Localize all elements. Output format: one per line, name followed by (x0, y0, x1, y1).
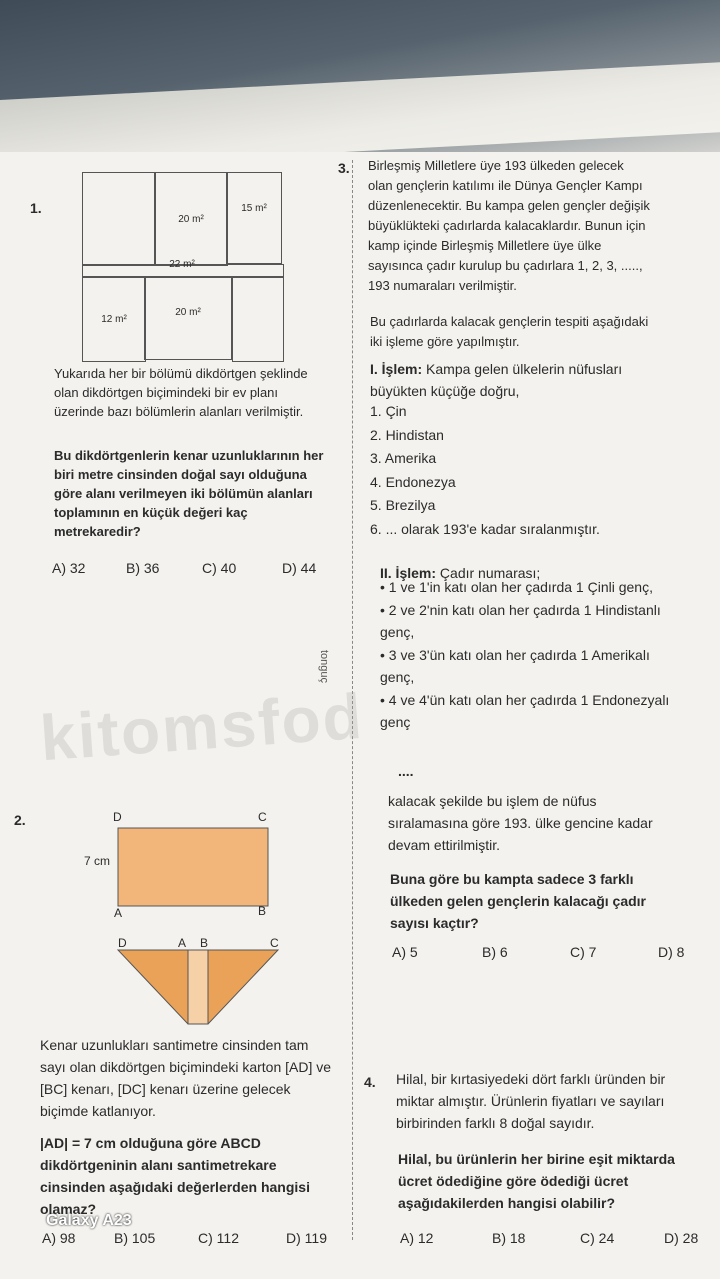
q1-number: 1. (30, 200, 42, 216)
watermark: kitomsfod (37, 679, 366, 775)
q1-choice-b[interactable]: B) 36 (126, 560, 160, 576)
list-item: • 1 ve 1'in katı olan her çadırda 1 Çinli genç, (380, 579, 653, 595)
carton-diagram (80, 810, 300, 1030)
overlap-strip (188, 950, 208, 1024)
list-item: • 4 ve 4'ün katı olan her çadırda 1 Endonezyalı genç (380, 692, 670, 730)
floor-plan-diagram (82, 172, 284, 360)
plan-cell-15: 15 m² (226, 172, 282, 264)
list-item: 6. ... olarak 193'e kadar sıralanmıştır. (370, 520, 600, 537)
q4-question: Hilal, bu ürünlerin her birine eşit miktarda ücret ödediğine göre ödediği ücret aşağıdakilerden hangisi olabilir? (398, 1151, 675, 1211)
plan-cell-12: 12 m² (82, 276, 146, 362)
q3-choice-d[interactable]: D) 8 (658, 944, 685, 960)
label-b-bottom: B (258, 904, 267, 918)
list-item: 4. Endonezya (370, 473, 456, 490)
q2-number: 2. (14, 812, 26, 828)
q3-step1-text: Kampa gelen ülkelerin nüfusları büyükten küçüğe doğru, (370, 361, 623, 399)
q3-step1 (370, 358, 652, 402)
plan-label-22: 22 m² (169, 258, 195, 270)
label-d-fold: D (118, 936, 127, 950)
q2-choice-c[interactable]: C) 112 (198, 1230, 239, 1246)
q1-text: Yukarıda her bir bölümü dikdörtgen şeklinde olan dikdörtgen biçimindeki bir ev planı üzerinde bazı bölümlerin alanları verilmiştir. (54, 366, 308, 419)
q3-intro2: Bu çadırlarda kalacak gençlerin tespiti aşağıdaki iki işleme göre yapılmıştır. (370, 314, 649, 349)
q2-choice-b[interactable]: B) 105 (114, 1230, 156, 1246)
q3-step2-title: II. İşlem: (380, 565, 437, 581)
q2-question: |AD| = 7 cm olduğuna göre ABCD dikdörtgeninin alanı santimetrekare cinsinden aşağıdaki değerlerden hangisi olamaz? (40, 1135, 310, 1217)
list-item: 3. Amerika (370, 450, 437, 466)
label-d-top: D (113, 810, 122, 824)
q4-choice-b[interactable]: B) 18 (492, 1230, 526, 1246)
q4-text: Hilal, bir kırtasiyedeki dört farklı üründen bir miktar almıştır. Ürünlerin fiyatları ve sayıları birbirinden farklı 8 doğal sayıdır. (396, 1071, 666, 1131)
plan-cell-empty-1 (82, 172, 156, 266)
q3-number: 3. (338, 160, 350, 176)
q3-step2-list (380, 576, 670, 733)
q3-question: Buna göre bu kampta sadece 3 farklı ülkeden gelen gençlerin kalacağı çadır sayısı kaçtır? (390, 871, 646, 931)
list-item: • 3 ve 3'ün katı olan her çadırda 1 Amerikalı genç, (380, 647, 650, 685)
q3-step1-list (370, 400, 660, 541)
list-item: • 2 ve 2'nin katı olan her çadırda 1 Hindistanlı genç, (380, 602, 661, 640)
label-a-bottom: A (114, 906, 123, 920)
plan-cell-20a: 20 m² (154, 172, 228, 266)
device-watermark: Galaxy A23 (46, 1212, 132, 1229)
q3-choice-a[interactable]: A) 5 (392, 944, 418, 960)
label-a-fold: A (178, 936, 187, 950)
q4-choice-c[interactable]: C) 24 (580, 1230, 615, 1246)
q1-choice-d[interactable]: D) 44 (282, 560, 317, 576)
label-c-fold: C (270, 936, 279, 950)
rectangle-abcd (118, 828, 268, 906)
list-item: 5. Brezilya (370, 497, 436, 513)
brand-label: tonguç (318, 650, 330, 684)
q4-choice-a[interactable]: A) 12 (400, 1230, 434, 1246)
q1-choice-a[interactable]: A) 32 (52, 560, 86, 576)
list-item: 2. Hindistan (370, 426, 444, 443)
q3-choice-b[interactable]: B) 6 (482, 944, 508, 960)
q2-choice-a[interactable]: A) 98 (42, 1230, 76, 1246)
label-7cm: 7 cm (84, 854, 111, 868)
q3-dots: .... (398, 763, 414, 779)
label-b-fold: B (200, 936, 209, 950)
q4-choice-d[interactable]: D) 28 (664, 1230, 699, 1246)
q4-number: 4. (364, 1074, 376, 1090)
q3-text3: kalacak şekilde bu işlem de nüfus sıralamasına göre 193. ülke gencine kadar devam ettirilmiştir. (388, 793, 653, 853)
plan-cell-20b: 20 m² (144, 276, 232, 360)
q3-step2-text: Çadır numarası; (439, 565, 541, 581)
q2-choice-d[interactable]: D) 119 (286, 1230, 327, 1246)
q3-step1-title: I. İşlem: (370, 361, 423, 377)
q1-choice-c[interactable]: C) 40 (202, 560, 237, 576)
q3-choice-c[interactable]: C) 7 (570, 944, 597, 960)
list-item: 1. Çin (370, 403, 407, 419)
q1-question: Bu dikdörtgenlerin kenar uzunluklarının her biri metre cinsinden doğal sayı olduğuna göre alanı verilmeyen iki bölümün alanları toplamının en küçük değeri kaç metrekaredir? (54, 448, 324, 539)
q2-text: Kenar uzunlukları santimetre cinsinden tam sayı olan dikdörtgen biçimindeki karton [AD] ve [BC] kenarı, [DC] kenarı üzerine gelecek biçimde katlanıyor. (40, 1037, 332, 1119)
plan-cell-empty-2 (232, 276, 284, 362)
label-c-top: C (258, 810, 267, 824)
q3-intro: Birleşmiş Milletlere üye 193 ülkeden gelecek olan gençlerin katılımı ile Dünya Gençler Kampı düzenlenecektir. Bu kampa gelen gençler değişik büyüklükteki çadırlarda kalacaklardır. Bunun için kamp içinde Birleşmiş Milletlere üye ülke sayısınca çadır kurulup bu çadırlara 1, 2, 3, ....., 193 numaraları verilmiştir. (368, 158, 650, 293)
